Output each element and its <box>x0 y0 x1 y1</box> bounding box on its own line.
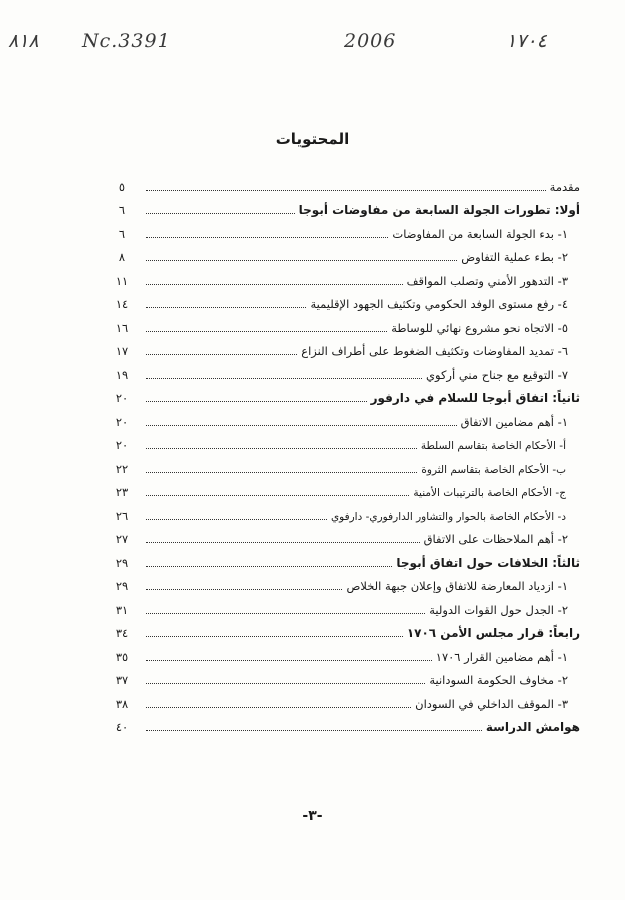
toc-entry <box>115 382 580 406</box>
toc-entry-label: أولا: تطورات الجولة السابعة من مفاوضات أبوجا <box>295 203 580 217</box>
toc-entry-page: ٥ <box>118 179 126 194</box>
toc-leader-dots <box>146 613 425 614</box>
toc-entry-label: ٧- التوقيع مع جناح مني أركوي <box>422 368 568 382</box>
toc-entry <box>115 687 580 711</box>
toc-entry-page: ١٧ <box>115 344 129 358</box>
toc-leader-dots <box>146 237 388 238</box>
toc-entry-label: ١- أهم مضامين القرار ١٧٠٦ <box>432 650 568 664</box>
toc-entry <box>115 429 580 453</box>
toc-entry <box>115 452 580 476</box>
toc-entry-page: ٣٧ <box>115 673 129 687</box>
toc-entry <box>115 711 580 735</box>
toc-leader-dots <box>146 495 409 496</box>
toc-leader-dots <box>146 542 420 543</box>
toc-entry-page: ١١ <box>115 273 129 288</box>
toc-entry-page: ٢٩ <box>115 555 129 570</box>
toc-leader-dots <box>146 472 417 473</box>
toc-leader-dots <box>146 284 403 285</box>
toc-leader-dots <box>146 683 425 684</box>
toc-entry <box>115 405 580 429</box>
toc-entry <box>115 288 580 312</box>
toc-leader-dots <box>146 636 403 637</box>
toc-entry-page: ٤٠ <box>115 720 129 734</box>
toc-leader-dots <box>146 448 417 449</box>
toc-entry <box>115 335 580 359</box>
toc-leader-dots <box>146 354 297 355</box>
toc-entry <box>118 194 580 218</box>
toc-leader-dots <box>146 401 367 402</box>
toc-entry-label: د- الأحكام الخاصة بالحوار والتشاور الدارفوري- دارفوي <box>327 511 566 523</box>
toc-entry-page: ٢٢ <box>115 461 129 476</box>
page-number: -٣- <box>302 808 323 824</box>
toc-entry-page: ٣٥ <box>115 649 129 664</box>
toc-entry-page: ٢٠ <box>115 391 129 405</box>
toc-entry <box>115 640 580 664</box>
toc-entry-label: مقدمة <box>546 180 580 194</box>
toc-leader-dots <box>146 660 432 661</box>
toc-leader-dots <box>146 707 411 708</box>
toc-entry-label: أ- الأحكام الخاصة بتقاسم السلطة <box>417 440 566 452</box>
toc-entry-label: ١- أهم مضامين الاتفاق <box>457 415 568 429</box>
toc-entry <box>115 546 580 570</box>
handwritten-note-2: Nc.3391 <box>82 30 171 52</box>
handwritten-note-4: ١٧٠٤ <box>506 30 547 52</box>
toc-entry-label: ثالثاً: الخلافات حول اتفاق أبوجا <box>392 556 580 570</box>
toc-leader-dots <box>146 331 387 332</box>
toc-entry-label: ٤- رفع مستوى الوفد الحكومي وتكثيف الجهود الإقليمية <box>306 297 568 311</box>
toc-leader-dots <box>146 425 457 426</box>
toc-entry-label: ٢- أهم الملاحظات على الاتفاق <box>420 532 568 546</box>
toc-entry-label: ٣- الموقف الداخلي في السودان <box>411 697 568 711</box>
toc-leader-dots <box>146 190 546 191</box>
toc-title: المحتويات <box>275 130 350 148</box>
toc-entry-page: ٢٦ <box>115 508 129 523</box>
toc-entry-page: ١٩ <box>115 367 129 382</box>
toc-entry <box>115 311 580 335</box>
toc-entry-label: ب- الأحكام الخاصة بتقاسم الثروة <box>417 464 566 476</box>
toc-entry-label: ٢- مخاوف الحكومة السودانية <box>425 673 568 687</box>
toc-entry <box>115 499 580 523</box>
toc-entry-label: ٦- تمديد المفاوضات وتكثيف الضغوط على أطراف النزاع <box>297 344 568 358</box>
handwritten-note-1: ٨١٨ <box>8 30 39 52</box>
toc-entry <box>115 358 580 382</box>
toc-entry-label: ثانياً: اتفاق أبوجا للسلام في دارفور <box>367 391 580 405</box>
toc-leader-dots <box>146 307 306 308</box>
toc-entry <box>118 217 580 241</box>
toc-entry-page: ١٤ <box>115 297 129 311</box>
toc-entry-label: ٢- الجدل حول القوات الدولية <box>425 603 568 617</box>
toc-entry <box>118 170 580 194</box>
toc-entry-label: ١- ازدياد المعارضة للاتفاق وإعلان جبهة الخلاص <box>342 579 568 593</box>
toc-entry-page: ٢٠ <box>115 438 129 452</box>
table-of-contents <box>115 170 580 734</box>
toc-leader-dots <box>146 566 392 567</box>
toc-entry-page: ٨ <box>118 250 126 264</box>
toc-entry <box>115 617 580 641</box>
toc-entry-label: ٥- الاتجاه نحو مشروع نهائي للوساطة <box>387 321 568 335</box>
toc-entry <box>115 523 580 547</box>
toc-entry-page: ٢٧ <box>115 532 129 546</box>
toc-entry-page: ٢٠ <box>115 414 129 429</box>
toc-entry-label: ٢- بطء عملية التفاوض <box>457 250 568 264</box>
toc-entry <box>115 264 580 288</box>
toc-leader-dots <box>146 213 295 214</box>
toc-entry <box>115 570 580 594</box>
toc-entry-label: ج- الأحكام الخاصة بالترتيبات الأمنية <box>409 487 566 499</box>
toc-leader-dots <box>146 589 342 590</box>
toc-entry-page: ٦ <box>118 203 126 217</box>
toc-entry-label: هوامش الدراسة <box>482 720 580 734</box>
toc-leader-dots <box>146 519 327 520</box>
toc-entry-page: ٣٨ <box>115 696 129 711</box>
toc-leader-dots <box>146 260 457 261</box>
toc-entry-page: ٦ <box>118 226 126 241</box>
toc-entry-label: ٣- التدهور الأمني وتصلب المواقف <box>403 274 568 288</box>
toc-entry <box>115 476 580 500</box>
toc-entry-label: ١- بدء الجولة السابعة من المفاوضات <box>388 227 568 241</box>
toc-entry-page: ٣٤ <box>115 626 129 640</box>
toc-entry-page: ٢٣ <box>115 485 129 499</box>
toc-leader-dots <box>146 378 422 379</box>
toc-entry <box>115 593 580 617</box>
toc-entry-page: ١٦ <box>115 320 129 335</box>
toc-entry <box>118 241 580 265</box>
toc-entry-label: رابعاً: قرار مجلس الأمن ١٧٠٦ <box>403 626 580 640</box>
toc-leader-dots <box>146 730 482 731</box>
handwritten-note-3: 2006 <box>344 30 397 52</box>
toc-entry-page: ٣١ <box>115 602 129 617</box>
toc-entry-page: ٢٩ <box>115 579 129 593</box>
toc-entry <box>115 664 580 688</box>
